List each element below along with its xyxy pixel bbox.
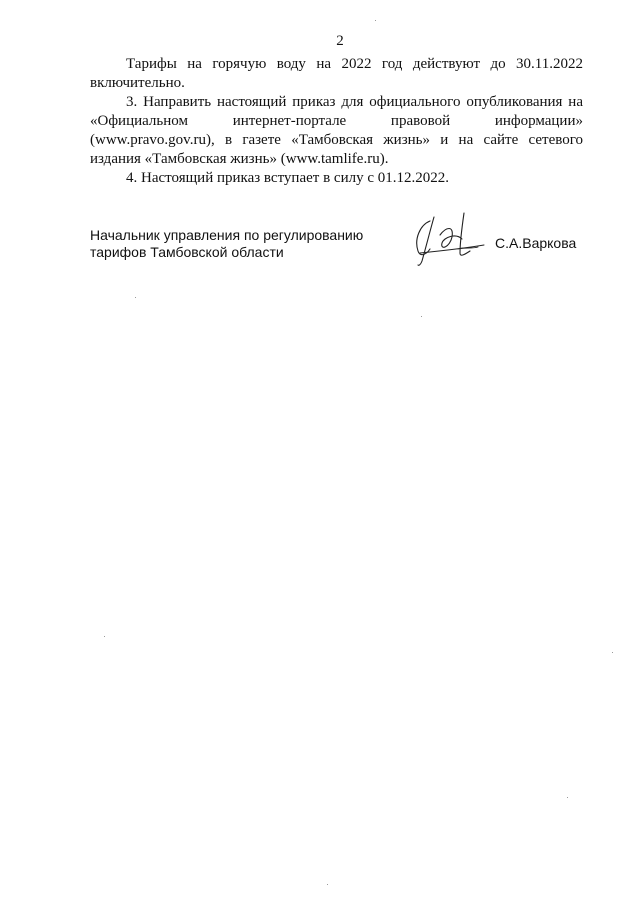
scan-speck [104, 636, 105, 637]
signer-position [90, 227, 380, 261]
paragraph-effective-date: 4. Настоящий приказ вступает в силу с 01.12.2022. [126, 170, 449, 186]
scan-speck [612, 652, 613, 653]
scan-speck [375, 20, 376, 21]
paragraph-hot-water-tariffs: Тарифы на горячую воду на 2022 год действуют до 30.11.2022 включительно. [90, 56, 583, 91]
page-number: 2 [336, 33, 344, 49]
signer-position-line-1: Начальник управления по регулированию [90, 227, 364, 243]
signer-name: С.А.Варкова [495, 235, 577, 251]
scan-speck [135, 297, 136, 298]
paragraph-publication: 3. Направить настоящий приказ для официального опубликования на «Официальном интернет-портале правовой информации» (www.pravo.gov.ru), в газете «Тамбовская жизнь» и на сайте сетевого издания «Тамбовская жизнь» (www.tamlife.ru). [90, 94, 583, 167]
document-body [90, 55, 583, 188]
scan-speck [421, 316, 422, 317]
signer-position-line-2: тарифов Тамбовской области [90, 244, 284, 260]
signature-block [90, 227, 590, 277]
scan-speck [327, 884, 328, 885]
scan-speck [567, 797, 568, 798]
handwritten-signature [400, 209, 490, 269]
